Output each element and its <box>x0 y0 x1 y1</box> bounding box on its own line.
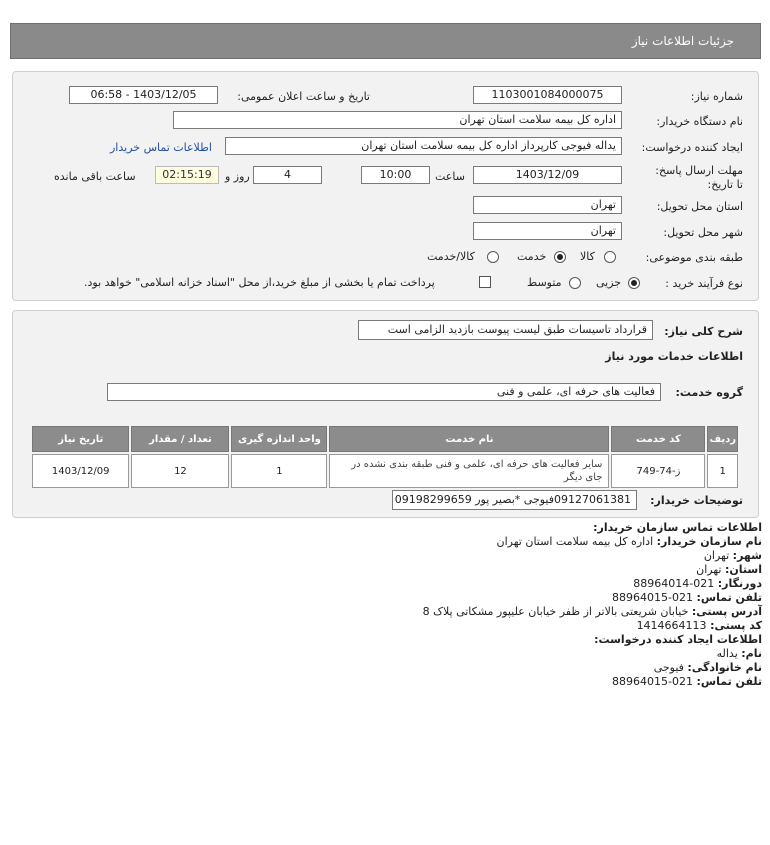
category-option-service: خدمت <box>517 250 547 263</box>
need-info-panel <box>12 71 759 301</box>
remaining-time-field: 02:15:19 <box>155 166 219 184</box>
need-number-field: 1103001084000075 <box>473 86 622 104</box>
deadline-time-label: ساعت <box>435 170 465 183</box>
announce-label: تاریخ و ساعت اعلان عمومی: <box>237 90 370 103</box>
column-quantity: تعداد / مقدار <box>131 426 229 452</box>
requester-field: یداله فیوجی کارپرداز اداره کل بیمه سلامت استان تهران <box>225 137 622 155</box>
category-radio-service[interactable] <box>554 251 566 263</box>
summary-field: قرارداد تاسیسات طبق لیست پیوست بازدید الزامی است <box>358 320 653 340</box>
buyer-org-label: نام دستگاه خریدار: <box>656 115 743 128</box>
service-group-field: فعالیت های حرفه ای، علمی و فنی <box>107 383 661 401</box>
deadline-time-field: 10:00 <box>361 166 430 184</box>
creator-family: نام خانوادگی: فیوجی <box>653 661 762 674</box>
contact-org: نام سازمان خریدار: اداره کل بیمه سلامت استان تهران <box>496 535 762 548</box>
cell-date: 1403/12/09 <box>32 454 129 488</box>
deadline-date-field: 1403/12/09 <box>473 166 622 184</box>
contact-postal: کد پستی: 1414664113 <box>636 619 762 632</box>
buyer-notes-field: 09127061381فیوجی *بصیر پور 09198299659 <box>392 490 637 510</box>
treasury-payment-checkbox[interactable] <box>479 276 491 288</box>
process-radio-minor[interactable] <box>628 277 640 289</box>
column-name: نام خدمت <box>329 426 609 452</box>
remaining-label: ساعت باقی مانده <box>54 170 136 183</box>
contact-province: استان: تهران <box>696 563 762 576</box>
city-field: تهران <box>473 222 622 240</box>
cell-quantity: 12 <box>131 454 229 488</box>
services-table <box>30 424 740 490</box>
contact-info-link[interactable]: اطلاعات تماس خریدار <box>110 141 212 154</box>
deadline-label: مهلت ارسال پاسخ: تا تاریخ: <box>655 164 743 191</box>
buyer-notes-label: توضیحات خریدار: <box>650 494 743 507</box>
requester-label: ایجاد کننده درخواست: <box>641 141 743 154</box>
days-field: 4 <box>253 166 322 184</box>
treasury-payment-note: پرداخت تمام یا بخشی از مبلغ خرید،از محل "اسناد خزانه اسلامی" خواهد بود. <box>84 276 435 289</box>
contact-phone: تلفن تماس: 021-88964015 <box>612 591 762 604</box>
process-option-medium: متوسط <box>527 276 562 289</box>
category-option-goods: کالا <box>580 250 595 263</box>
service-group-label: گروه خدمت: <box>675 386 743 399</box>
page-header <box>10 23 761 59</box>
creator-name: نام: یداله <box>716 647 762 660</box>
category-option-goods-service: کالا/خدمت <box>427 250 475 263</box>
services-title: اطلاعات خدمات مورد نیاز <box>605 350 743 363</box>
category-label: طبقه بندی موضوعی: <box>645 251 743 264</box>
contact-fax: دورنگار: 021-88964014 <box>633 577 762 590</box>
creator-phone: تلفن تماس: 021-88964015 <box>612 675 762 688</box>
summary-label: شرح کلی نیاز: <box>664 325 743 338</box>
announce-field: 1403/12/05 - 06:58 <box>69 86 218 104</box>
need-number-label: شماره نیاز: <box>690 90 743 103</box>
days-label: روز و <box>225 170 250 183</box>
category-radio-goods[interactable] <box>604 251 616 263</box>
contact-city: شهر: تهران <box>703 549 762 562</box>
column-date: تاریخ نیاز <box>32 426 129 452</box>
category-radio-goods-service[interactable] <box>487 251 499 263</box>
buyer-org-field: اداره کل بیمه سلامت استان تهران <box>173 111 622 129</box>
page-title: جزئیات اطلاعات نیاز <box>631 34 734 48</box>
province-label: استان محل تحویل: <box>656 200 743 213</box>
contact-address: آدرس پستی: خیابان شریعتی بالاتر از ظفر خیابان علیپور مشکاتی پلاک 8 <box>422 605 762 618</box>
column-code: کد خدمت <box>611 426 705 452</box>
creator-title: اطلاعات ایجاد کننده درخواست: <box>594 633 762 646</box>
city-label: شهر محل تحویل: <box>663 226 743 239</box>
contact-title: اطلاعات تماس سازمان خریدار: <box>593 521 762 534</box>
column-row: ردیف <box>707 426 738 452</box>
table-row <box>32 454 738 488</box>
process-option-minor: جزیی <box>596 276 622 289</box>
cell-name: سایر فعالیت های حرفه ای، علمی و فنی طبقه بندی نشده در جای دیگر <box>329 454 609 488</box>
column-unit: واحد اندازه گیری <box>231 426 327 452</box>
process-radio-medium[interactable] <box>569 277 581 289</box>
cell-unit: 1 <box>231 454 327 488</box>
cell-code: ز-74-749 <box>611 454 705 488</box>
cell-row: 1 <box>707 454 738 488</box>
process-label: نوع فرآیند خرید : <box>665 277 743 290</box>
province-field: تهران <box>473 196 622 214</box>
